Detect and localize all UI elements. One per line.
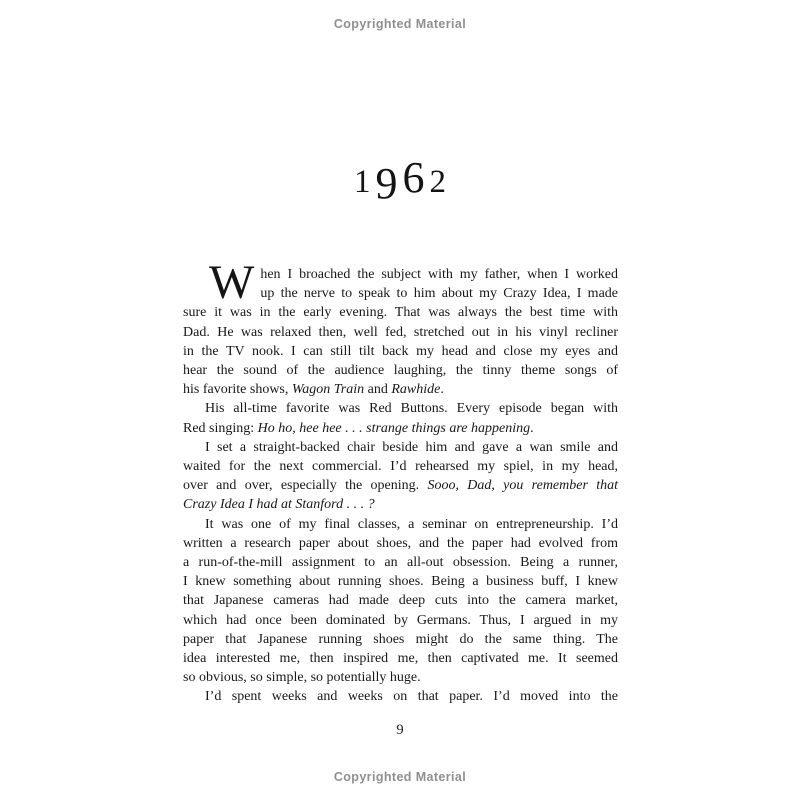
body-segment: paper that Japanese running shoes might do the same thing. The [183, 631, 618, 647]
body-segment: hear the sound of the audience laughing, the tinny theme songs of [183, 363, 618, 379]
body-segment: I’d spent weeks and weeks on that paper. I’d moved into the [205, 689, 618, 705]
body-segment: sure it was in the early evening. That was always the best time with [183, 305, 618, 321]
paragraph [183, 438, 618, 515]
italic-text: Rawhide [391, 382, 441, 398]
body-segment: written a research paper about shoes, and the paper had evolved from [183, 535, 618, 551]
body-line [183, 399, 618, 418]
body-segment: and [364, 382, 392, 398]
body-segment: that Japanese cameras had made deep cuts into the camera market, [183, 593, 618, 609]
body-line [183, 323, 618, 342]
copyright-notice-top: Copyrighted Material [333, 17, 467, 31]
body-text [183, 256, 619, 707]
italic-text: Sooo, Dad, you remember that [427, 478, 619, 494]
body-line [183, 591, 618, 610]
body-segment: Dad. He was relaxed then, well fed, stretched out in his vinyl recliner [183, 324, 618, 340]
paragraph [183, 256, 618, 399]
body-line [183, 687, 618, 706]
body-line [183, 361, 618, 380]
body-segment: in the TV nook. I can still tilt back my head and close my eyes and [183, 343, 618, 359]
body-segment: up the nerve to speak to him about my Crazy Idea, I made [260, 286, 618, 302]
body-line [183, 611, 618, 630]
body-segment: His all-time favorite was Red Buttons. Every episode began with [205, 401, 618, 417]
body-segment: I knew something about running shoes. Being a business buff, I knew [183, 574, 618, 590]
body-line [183, 380, 618, 399]
copyright-notice-bottom: Copyrighted Material [333, 770, 467, 784]
page-number: 9 [396, 722, 404, 738]
italic-text: Ho ho, hee hee . . . strange things are happening [257, 420, 531, 436]
paragraph [183, 687, 618, 706]
body-segment: . [440, 382, 444, 398]
body-line [183, 668, 618, 687]
body-line [183, 649, 618, 668]
body-line [183, 303, 618, 322]
paragraph [183, 515, 618, 688]
chapter-title-digit: 6 [402, 153, 425, 202]
body-segment: I set a straight-backed chair beside him and gave a wan smile and [205, 439, 618, 455]
body-line [183, 495, 618, 514]
body-line [183, 630, 618, 649]
body-line [183, 342, 618, 361]
chapter-title-digit: 2 [429, 164, 446, 200]
paragraph [183, 399, 618, 437]
body-line [183, 457, 618, 476]
body-line [183, 438, 618, 457]
italic-text: Crazy Idea I had at Stanford . . . ? [183, 497, 375, 513]
body-segment: which had once been dominated by Germans. Thus, I argued in my [183, 612, 618, 628]
body-line [183, 515, 618, 534]
body-line [183, 572, 618, 591]
body-segment: hen I broached the subject with my father, when I worked [260, 267, 618, 282]
body-segment: Red singing: [183, 420, 258, 436]
body-segment: . [530, 420, 534, 436]
body-segment: idea interested me, then inspired me, then captivated me. It seemed [183, 651, 618, 667]
body-line [183, 476, 618, 495]
body-line [183, 553, 618, 572]
body-segment: so obvious, so simple, so potentially huge. [183, 670, 421, 686]
chapter-title-digit: 9 [375, 159, 398, 208]
chapter-title [0, 153, 800, 208]
chapter-title-digit: 1 [354, 164, 371, 200]
body-segment: It was one of my final classes, a seminar on entrepreneurship. I’d [205, 516, 618, 532]
body-segment: his favorite shows, [183, 382, 292, 398]
body-line [183, 419, 618, 438]
body-segment: waited for the next commercial. I’d rehearsed my spiel, in my head, [183, 459, 618, 475]
body-line [183, 534, 618, 553]
body-segment: a run-of-the-mill assignment to an all-out obsession. Being a runner, [183, 555, 618, 571]
body-segment: over and over, especially the opening. [183, 478, 428, 494]
drop-cap: W [209, 256, 255, 309]
italic-text: Wagon Train [291, 382, 365, 398]
